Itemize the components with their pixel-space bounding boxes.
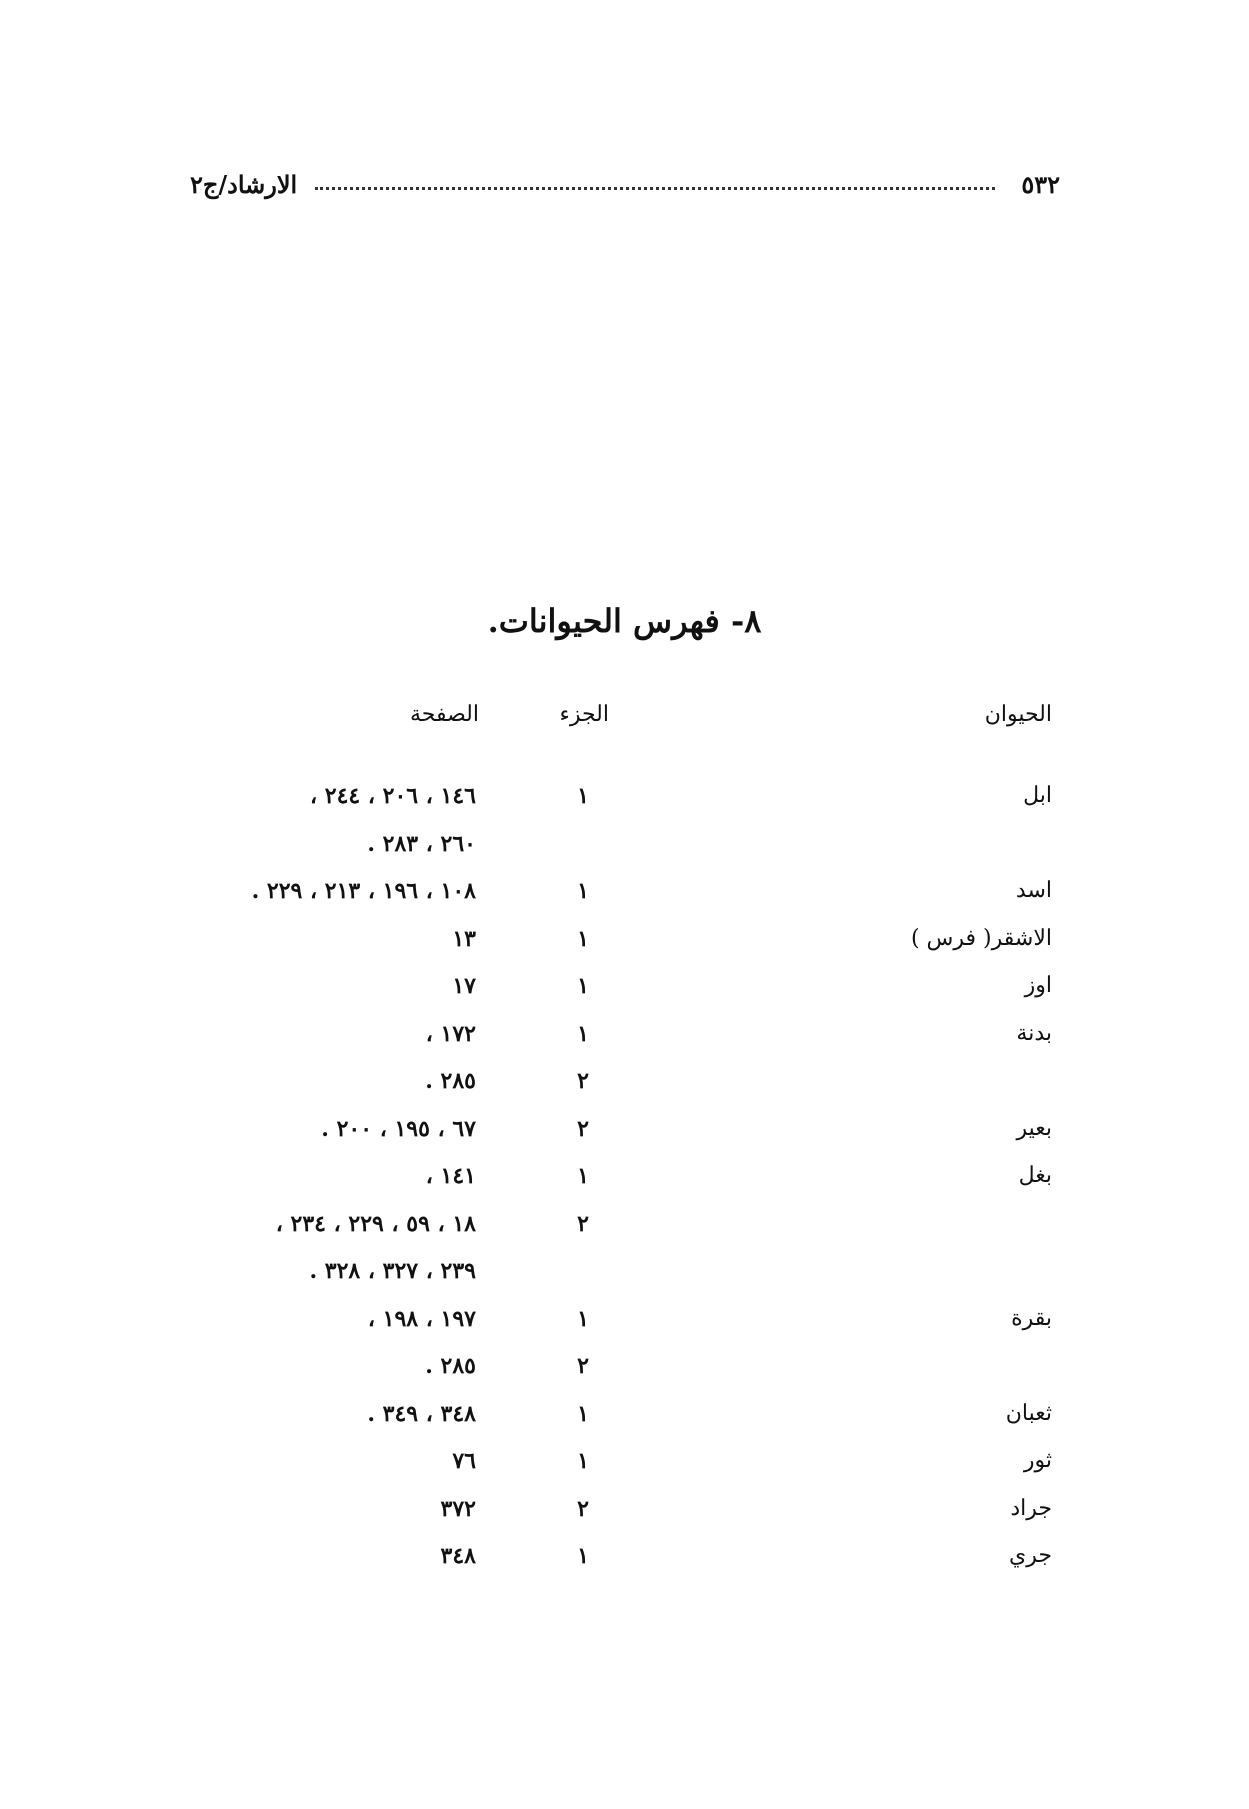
section-title: ٨- فهرس الحيوانات. (487, 602, 762, 640)
part-number: ١ (577, 925, 589, 952)
animal-name: جري (1009, 1543, 1052, 1568)
part-number: ١ (577, 1020, 589, 1047)
index-row (0, 870, 1249, 918)
index-row (0, 1440, 1249, 1488)
part-number: ١ (577, 783, 589, 809)
index-row (0, 1203, 1249, 1251)
leader-dots (315, 187, 995, 190)
animal-name: ابل (1023, 783, 1052, 808)
page-references: ١٣ (452, 925, 476, 952)
page-number: ٥٣٢ (1021, 169, 1060, 199)
page-references: ٢٨٥ . (425, 1353, 476, 1379)
index-row (0, 965, 1249, 1013)
animal-name: ثعبان (1005, 1400, 1052, 1426)
page-references: ١٤٦ ، ٢٠٦ ، ٢٤٤ ، (310, 783, 476, 809)
animal-name: اسد (1015, 878, 1052, 903)
part-number: ١ (577, 1163, 589, 1189)
index-row (0, 1013, 1249, 1061)
part-number: ٢ (577, 1353, 589, 1379)
part-number: ١ (577, 1448, 589, 1474)
index-row (0, 1250, 1249, 1298)
index-row (0, 823, 1249, 871)
page-references: ٣٤٨ ، ٣٤٩ . (367, 1400, 476, 1427)
page-references: ٧٦ (452, 1448, 476, 1474)
page-references: ٣٧٢ (440, 1495, 476, 1522)
index-row (0, 1155, 1249, 1203)
part-number: ٢ (577, 1210, 589, 1237)
animal-name: الاشقر( فرس ) (910, 925, 1052, 951)
animal-name: بعير (1016, 1115, 1052, 1141)
index-row (0, 1060, 1249, 1108)
index-row (0, 775, 1249, 823)
part-number: ١ (577, 1305, 589, 1332)
animal-name: بغل (1018, 1163, 1052, 1188)
animal-name: ثور (1023, 1448, 1052, 1473)
column-header-part: الجزء (559, 702, 609, 727)
part-number: ٢ (577, 1115, 589, 1142)
index-row (0, 918, 1249, 966)
page-references: ٢٣٩ ، ٣٢٧ ، ٣٢٨ . (309, 1258, 476, 1284)
part-number: ١ (577, 1400, 589, 1427)
index-row (0, 1488, 1249, 1536)
index-table (0, 775, 1249, 1583)
part-number: ٢ (577, 1495, 589, 1522)
page-references: ٣٤٨ (440, 1543, 476, 1569)
page-references: ١٤١ ، (425, 1163, 476, 1189)
animal-name: بقرة (1011, 1305, 1052, 1331)
part-number: ١ (577, 973, 589, 999)
running-header (190, 164, 1060, 204)
animal-name: بدنة (1016, 1020, 1052, 1046)
index-row (0, 1393, 1249, 1441)
part-number: ٢ (577, 1068, 589, 1094)
index-row (0, 1345, 1249, 1393)
column-header-page: الصفحة (409, 702, 479, 727)
page-references: ١٧ (452, 973, 476, 999)
book-title: الارشاد/ج٢ (190, 169, 298, 199)
part-number: ١ (577, 878, 589, 904)
page-references: ٢٨٥ . (425, 1068, 476, 1094)
index-row (0, 1108, 1249, 1156)
page-references: ١٧٢ ، (425, 1020, 476, 1047)
page-references: ١٨ ، ٥٩ ، ٢٢٩ ، ٢٣٤ ، (275, 1210, 476, 1237)
animal-name: اوز (1024, 973, 1052, 998)
animal-name: جراد (1010, 1495, 1052, 1521)
page-references: ٢٦٠ ، ٢٨٣ . (367, 830, 476, 857)
column-header-animal: الحيوان (984, 702, 1052, 727)
page-references: ٦٧ ، ١٩٥ ، ٢٠٠ . (321, 1115, 476, 1142)
part-number: ١ (577, 1543, 589, 1569)
index-row (0, 1298, 1249, 1346)
index-row (0, 1535, 1249, 1583)
page-references: ١٩٧ ، ١٩٨ ، (367, 1305, 476, 1332)
page-references: ١٠٨ ، ١٩٦ ، ٢١٣ ، ٢٢٩ . (251, 878, 476, 904)
